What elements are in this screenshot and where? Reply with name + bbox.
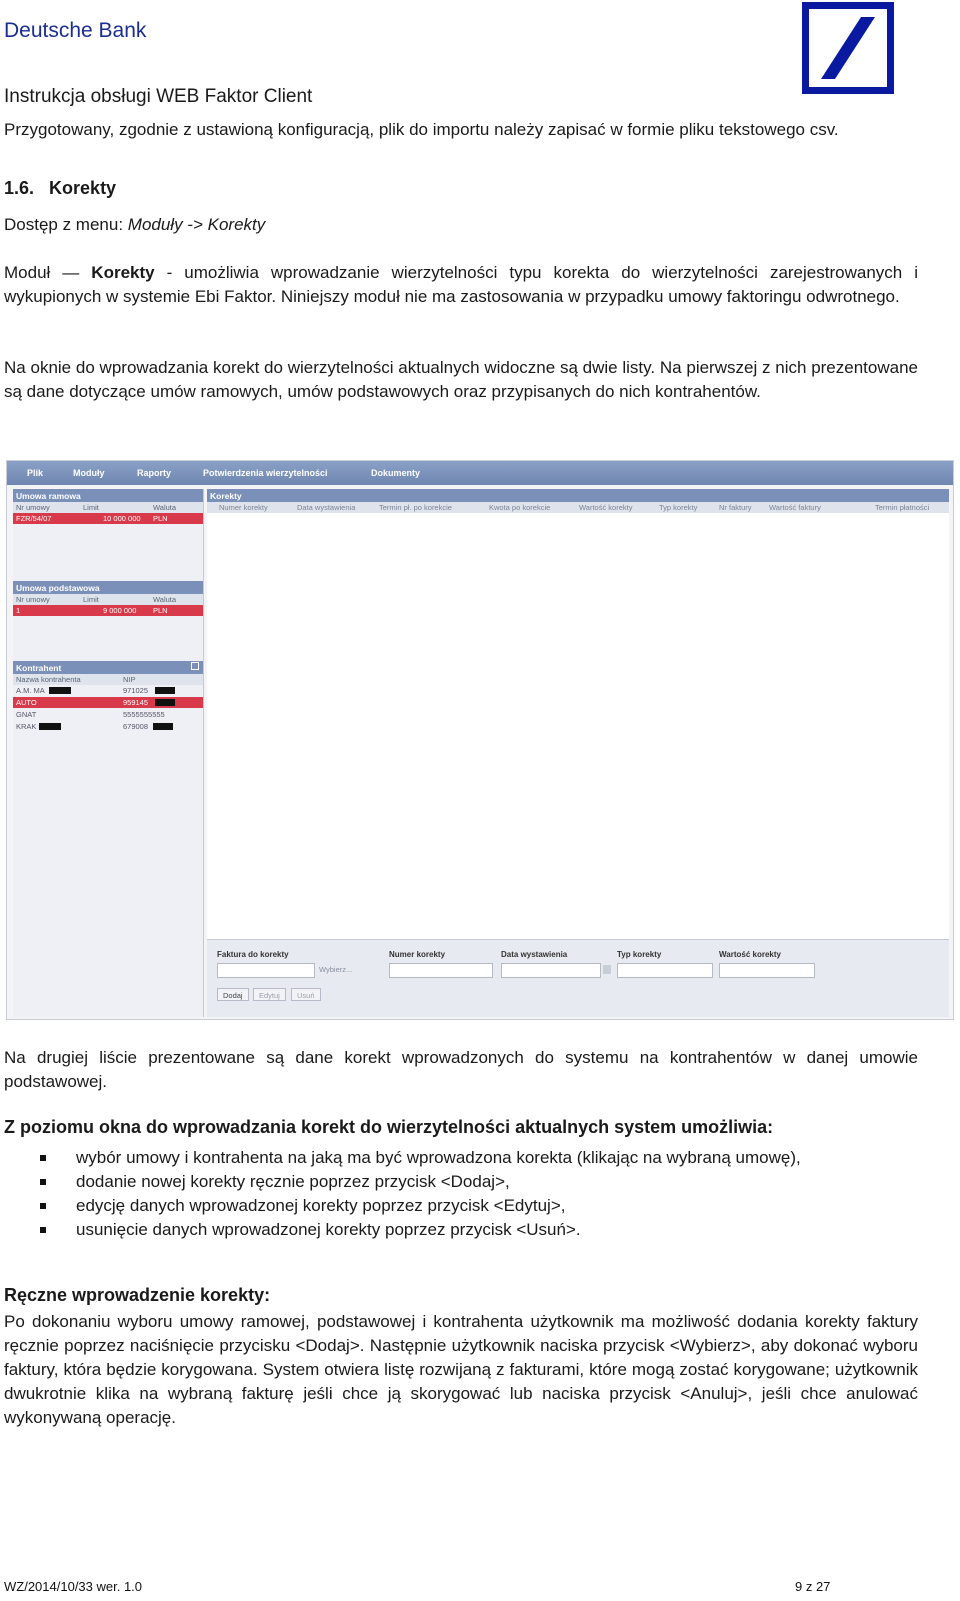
kontrahent-row[interactable] [13, 709, 203, 720]
kontrahent-title [13, 661, 203, 674]
kontrahent-row[interactable] [13, 685, 203, 696]
paragraph-module [4, 261, 918, 309]
kontrahent-row[interactable] [13, 697, 203, 708]
col-termin[interactable]: Termin pł. po korekcie [379, 503, 452, 512]
cell-nr: FZR/54/07 [16, 514, 52, 523]
menu-raporty[interactable]: Raporty [137, 468, 172, 478]
list-item: dodanie nowej korekty ręcznie poprzez przycisk <Dodaj>, [40, 1170, 918, 1194]
cell-nr: 1 [16, 606, 21, 615]
cell-nazwa: A.M. MA [16, 686, 45, 695]
umowa-ramowa-row[interactable] [13, 513, 203, 524]
menu-plik[interactable]: Plik [27, 468, 44, 478]
kontrahent-title-label: Kontrahent [16, 663, 62, 673]
redaction [39, 723, 61, 730]
label-faktura: Faktura do korekty [217, 950, 289, 959]
umowa-podstawowa-header [13, 594, 203, 605]
label-typ-korekty: Typ korekty [617, 950, 662, 959]
cell-limit: 9 000 000 [103, 606, 137, 615]
label-data-wystawienia: Data wystawienia [501, 950, 568, 959]
paragraph-manual: Po dokonaniu wyboru umowy ramowej, podstawowej i kontrahenta użytkownik ma możliwość dodania korekty faktury ręcznie poprzez naciśnięcie przycisku <Dodaj>. Następnie użytkownik naciska przycisk <Wybierz>, aby dokonać wyboru faktury, która będzie korygowana. System otwiera listę rozwijaną z fakturami, które mogą zostać korygowane; użytkownik dwukrotnie klika na wybraną fakturę jeśli chce ją skorygować lub naciska przycisk <Anuluj>, jeśli chce anulować wykonywaną operację. [4, 1312, 918, 1427]
features-heading: Z poziomu okna do wprowadzania korekt do wierzytelności aktualnych system umożliwia: [4, 1117, 774, 1137]
cell-waluta: PLN [153, 606, 168, 615]
footer-page-number: 9 z 27 [795, 1579, 831, 1594]
col-nr-umowy: Nr umowy [16, 503, 50, 512]
col-data-wystawienia[interactable]: Data wystawienia [297, 503, 356, 512]
redaction [153, 723, 173, 730]
umowa-ramowa-header [13, 502, 203, 513]
section-title: Korekty [49, 178, 117, 198]
label-wartosc-korekty: Wartość korekty [719, 950, 781, 959]
maximize-icon[interactable] [191, 662, 199, 670]
list-item: wybór umowy i kontrahenta na jaką ma być wprowadzona korekta (klikając na wybraną umowę), [40, 1146, 918, 1170]
footer-doc-id: WZ/2014/10/33 wer. 1.0 [4, 1579, 143, 1594]
list-item: usunięcie danych wprowadzonej korekty poprzez przycisk <Usuń>. [40, 1218, 918, 1242]
umowa-podstawowa-title: Umowa podstawowa [13, 581, 203, 594]
calendar-icon[interactable] [603, 965, 611, 974]
section-heading [4, 178, 116, 199]
col-wartosc-korekty[interactable]: Wartość korekty [579, 503, 633, 512]
module-desc: - umożliwia wprowadzanie wierzytelności typu korekta do wierzytelności zarejestrowanych i wykupionych w systemie Ebi Faktor. Niniejszy moduł nie ma zastosowania w przypadku umowy faktoringu odwrotnego. [4, 263, 918, 306]
col-numer-korekty[interactable]: Numer korekty [219, 503, 268, 512]
korekty-header [207, 502, 949, 513]
kontrahent-row[interactable] [13, 721, 203, 732]
col-nazwa: Nazwa kontrahenta [16, 675, 81, 684]
cell-nip: 5555555555 [123, 710, 165, 719]
section-number: 1.6. [4, 178, 35, 198]
left-panel [13, 489, 204, 1017]
col-waluta: Waluta [153, 595, 177, 604]
cell-nazwa: AUTO [16, 698, 37, 707]
app-menubar [7, 461, 953, 485]
edytuj-button[interactable]: Edytuj [253, 988, 286, 1001]
menu-moduly[interactable]: Moduły [73, 468, 105, 478]
cell-waluta: PLN [153, 514, 168, 523]
col-typ-korekty[interactable]: Typ korekty [659, 503, 698, 512]
col-limit: Limit [83, 503, 99, 512]
module-pre: Moduł — [4, 263, 92, 282]
usun-button[interactable]: Usuń [291, 988, 321, 1001]
korekty-title: Korekty [207, 489, 949, 502]
dodaj-button[interactable]: Dodaj [217, 988, 249, 1001]
col-waluta: Waluta [153, 503, 177, 512]
paragraph-lists: Na oknie do wprowadzania korekt do wierzytelności aktualnych widoczne są dwie listy. Na pierwszej z nich prezentowane są dane dotyczące umów ramowych, umów podstawowych oraz przypisanych do nich kontrahentów. [4, 358, 918, 401]
menu-potwierdzenia[interactable]: Potwierdzenia wierzytelności [203, 468, 328, 478]
redaction [155, 699, 175, 706]
cell-nip: 971025 [123, 686, 149, 695]
col-nr-faktury[interactable]: Nr faktury [719, 503, 752, 512]
redaction [49, 687, 71, 694]
document-title: Instrukcja obsługi WEB Faktor Client [4, 86, 313, 107]
umowa-podstawowa-row[interactable] [13, 605, 203, 616]
korekta-form [207, 939, 949, 1017]
cell-limit: 10 000 000 [103, 514, 141, 523]
cell-nip: 959145 [123, 698, 149, 707]
access-path: Moduły -> Korekty [127, 215, 266, 234]
wybierz-button[interactable]: Wybierz... [319, 965, 353, 974]
data-wystawienia-input[interactable] [501, 963, 601, 978]
menu-access [4, 213, 918, 237]
paragraph-second-list: Na drugiej liście prezentowane są dane korekt wprowadzonych do systemu na kontrahentów w danej umowie podstawowej. [4, 1048, 918, 1091]
module-name: Korekty [91, 263, 155, 282]
numer-korekty-input[interactable] [389, 963, 493, 978]
redaction [155, 687, 175, 694]
cell-nip: 679008 [123, 722, 149, 731]
korekty-panel [207, 489, 949, 1017]
faktura-input[interactable] [217, 963, 315, 978]
umowa-ramowa-title: Umowa ramowa [13, 489, 203, 502]
features-list [40, 1146, 918, 1242]
access-prefix: Dostęp z menu: [4, 215, 128, 234]
app-screenshot [6, 460, 954, 1020]
col-termin-platnosci[interactable]: Termin płatności [875, 503, 930, 512]
paragraph-import: Przygotowany, zgodnie z ustawioną konfiguracją, plik do importu należy zapisać w formie pliku tekstowego csv. [4, 120, 839, 139]
typ-korekty-select[interactable] [617, 963, 713, 978]
label-numer-korekty: Numer korekty [389, 950, 446, 959]
manual-heading: Ręczne wprowadzenie korekty: [4, 1285, 271, 1305]
menu-dokumenty[interactable]: Dokumenty [371, 468, 421, 478]
deutsche-bank-logo-icon [802, 2, 894, 94]
wartosc-korekty-input[interactable] [719, 963, 815, 978]
col-nr-umowy: Nr umowy [16, 595, 50, 604]
col-wartosc-faktury[interactable]: Wartość faktury [769, 503, 821, 512]
col-limit: Limit [83, 595, 99, 604]
brand-name: Deutsche Bank [4, 19, 147, 42]
cell-nazwa: KRAK [16, 722, 37, 731]
kontrahent-header [13, 674, 203, 685]
col-nip: NIP [123, 675, 136, 684]
list-item: edycję danych wprowadzonej korekty poprzez przycisk <Edytuj>, [40, 1194, 918, 1218]
cell-nazwa: GNAT [16, 710, 37, 719]
col-kwota[interactable]: Kwota po korekcie [489, 503, 551, 512]
